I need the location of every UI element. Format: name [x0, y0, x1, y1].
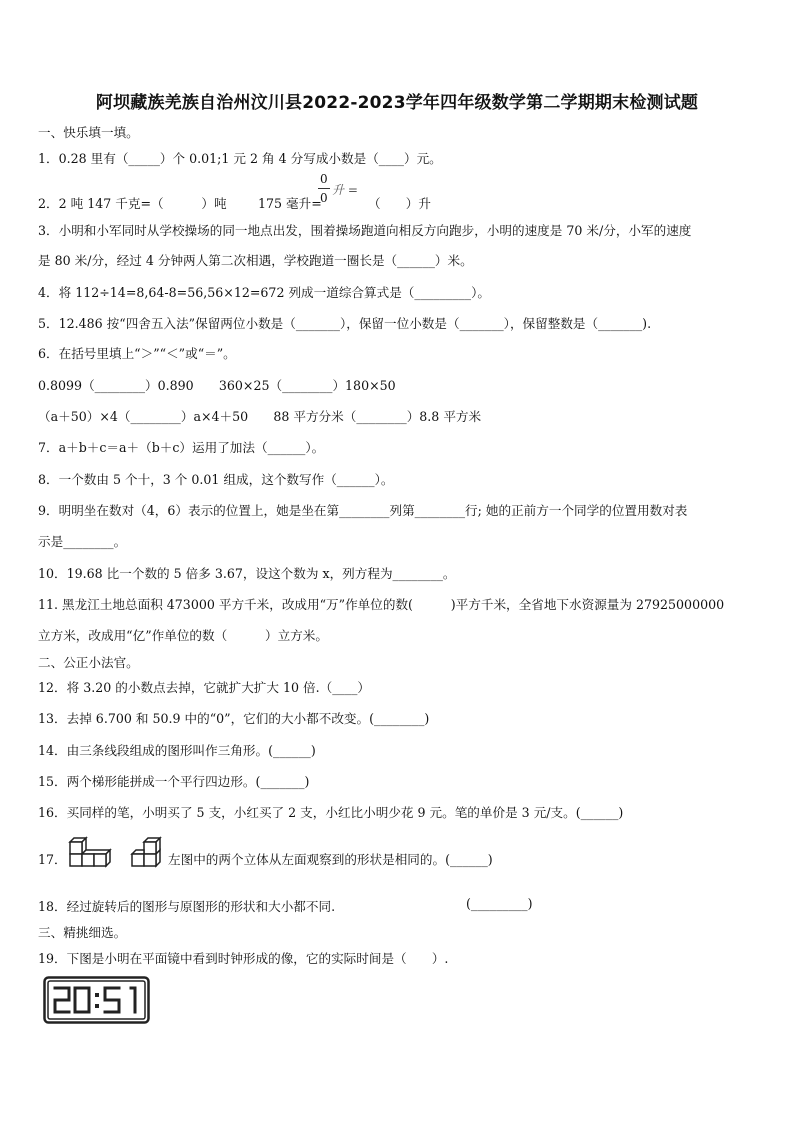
question-18: 18．经过旋转后的图形与原图形的形状和大小都不同. [38, 899, 336, 914]
question-6-row-1: 0.8099（________）0.890 360×25（________）180×50 [38, 378, 396, 393]
question-18-answer-blank: (_________) [466, 896, 533, 911]
section-heading-2: 二、公正小法官。 [38, 655, 139, 670]
question-11-line-1: 11. 黑龙江土地总面积 473000 平方千米，改成用“万”作单位的数( )平方千米，全省地下水资源量为 27925000000 [38, 597, 725, 612]
question-19: 19．下图是小明在平面镜中看到时钟形成的像，它的实际时间是（ ）. [38, 951, 449, 966]
question-2-part-c: （ ）升 [368, 196, 431, 211]
question-5: 5．12.486 按“四舍五入法”保留两位小数是（_______），保留一位小数是（_______），保留整数是（_______). [38, 316, 652, 331]
question-17-text: 左图中的两个立体从左面观察到的形状是相同的。(______) [168, 852, 493, 867]
question-14: 14．由三条线段组成的图形叫作三角形。(______) [38, 743, 316, 758]
fraction-blank [318, 172, 358, 208]
question-12: 12．将 3.20 的小数点去掉，它就扩大扩大 10 倍.（____） [38, 680, 370, 695]
fraction-unit: 升 = [332, 183, 358, 197]
question-15: 15．两个梯形能拼成一个平行四边形。(_______) [38, 774, 310, 789]
question-1: 1．0.28 里有（_____）个 0.01;1 元 2 角 4 分写成小数是（____）元。 [38, 151, 442, 166]
digital-clock-mirror-image [43, 976, 150, 1024]
section-heading-3: 三、精挑细选。 [38, 925, 127, 940]
question-2-part-b: 175 毫升= [258, 196, 322, 211]
question-13: 13．去掉 6.700 和 50.9 中的“0”，它们的大小都不改变。(________) [38, 711, 430, 726]
page-title: 阿坝藏族羌族自治州汶川县2022-2023学年四年级数学第二学期期末检测试题 [95, 93, 699, 113]
question-8: 8．一个数由 5 个十，3 个 0.01 组成，这个数写作（______）。 [38, 472, 394, 487]
question-7: 7．a＋b＋c＝a＋（b＋c）运用了加法（______）。 [38, 440, 325, 455]
question-10: 10．19.68 比一个数的 5 倍多 3.67，设这个数为 x，列方程为________。 [38, 566, 456, 581]
section-heading-1: 一、快乐填一填。 [38, 125, 139, 140]
fraction-numerator: 0 [320, 172, 328, 186]
cube-figure-left [66, 836, 114, 874]
question-6-row-2: （a＋50）×4（________）a×4＋50 88 平方分米（________）8.8 平方米 [38, 409, 482, 424]
fraction-denominator: 0 [320, 191, 328, 205]
question-3-line-2: 是 80 米/分，经过 4 分钟两人第二次相遇，学校跑道一圈长是（______）米。 [38, 253, 473, 268]
question-3-line-1: 3．小明和小军同时从学校操场的同一地点出发，围着操场跑道向相反方向跑步，小明的速度是 70 米/分，小军的速度 [38, 223, 692, 238]
cube-figure-right [128, 836, 168, 874]
fraction-bar [318, 188, 330, 189]
question-9-line-1: 9．明明坐在数对（4，6）表示的位置上，她是坐在第________列第________行; 她的正前方一个同学的位置用数对表 [38, 503, 688, 518]
question-6: 6．在括号里填上“＞”“＜”或“＝”。 [38, 346, 236, 361]
question-2-part-a: 2．2 吨 147 千克=（ ）吨 [38, 196, 227, 211]
question-17-number: 17． [38, 852, 67, 867]
question-9-line-2: 示是________。 [38, 534, 127, 549]
question-11-line-2: 立方米，改成用“亿”作单位的数（ ）立方米。 [38, 628, 328, 643]
question-16: 16．买同样的笔，小明买了 5 支，小红买了 2 支，小红比小明少花 9 元。笔的单价是 3 元/支。(______) [38, 805, 624, 820]
question-4: 4．将 112÷14=8,64-8=56,56×12=672 列成一道综合算式是（_________）。 [38, 285, 490, 300]
